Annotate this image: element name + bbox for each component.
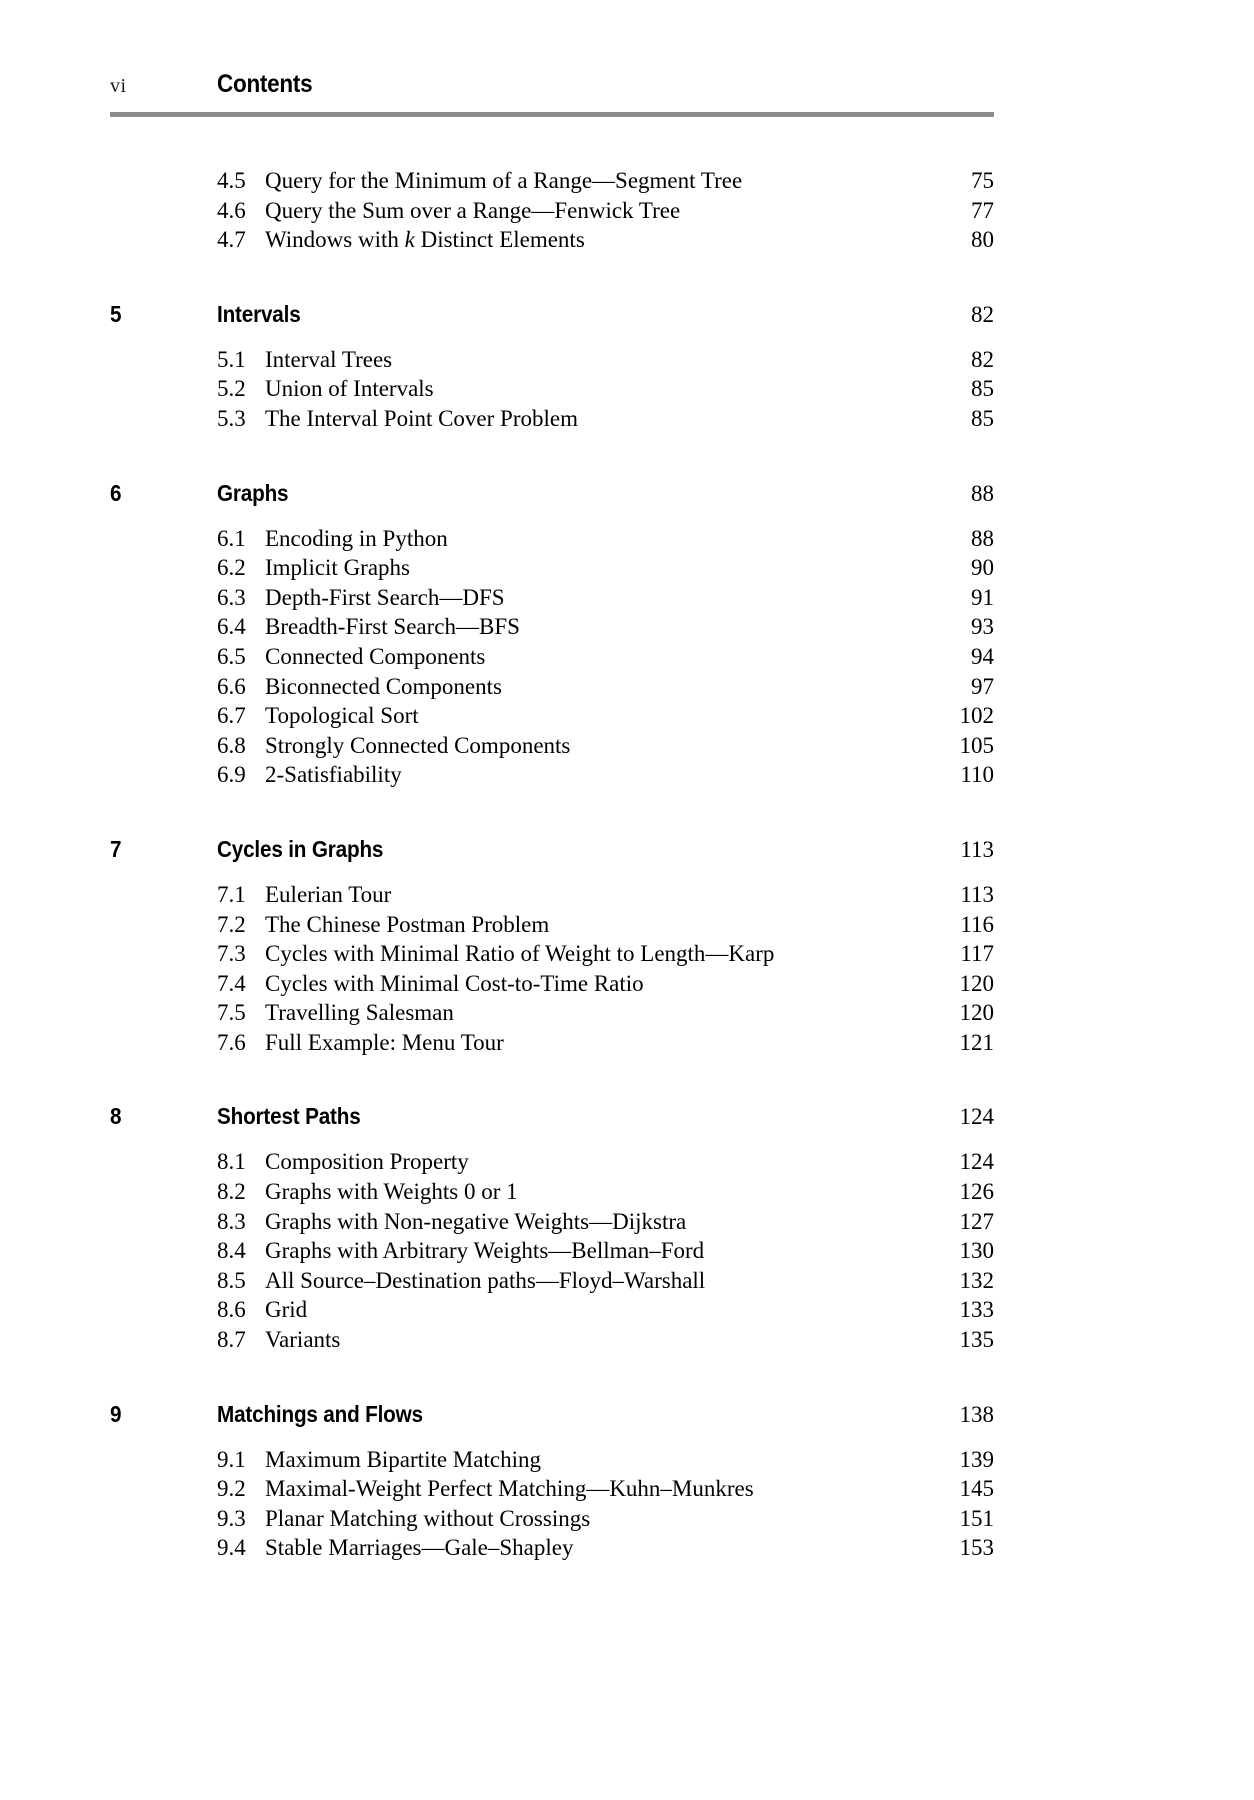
toc-entry[interactable] <box>0 1238 1254 1268</box>
toc-entry[interactable] <box>0 1297 1254 1327</box>
chapter-page-number: 88 <box>971 480 994 506</box>
toc-entry[interactable] <box>0 1149 1254 1179</box>
section-number: 7.3 <box>217 941 246 967</box>
section-number: 9.4 <box>217 1535 246 1561</box>
section-number: 6.2 <box>217 555 246 581</box>
section-title: Maximal-Weight Perfect Matching—Kuhn–Munkres <box>265 1476 754 1502</box>
section-page-number: 127 <box>959 1208 994 1234</box>
chapter-group <box>0 1103 1254 1356</box>
section-number: 5.2 <box>217 376 246 402</box>
section-page-number: 124 <box>959 1149 994 1175</box>
section-title: Cycles with Minimal Ratio of Weight to Length—Karp <box>265 941 775 967</box>
section-page-number: 151 <box>959 1505 994 1531</box>
section-number: 6.3 <box>217 584 246 610</box>
section-number: 8.1 <box>217 1149 246 1175</box>
section-title: The Interval Point Cover Problem <box>265 405 578 431</box>
chapter-title: Intervals <box>217 300 301 327</box>
toc-entry[interactable] <box>0 198 1254 228</box>
section-number: 8.7 <box>217 1327 246 1353</box>
section-page-number: 102 <box>959 703 994 729</box>
section-page-number: 121 <box>959 1029 994 1055</box>
toc-entry[interactable] <box>0 1000 1254 1030</box>
section-title: Full Example: Menu Tour <box>265 1029 504 1055</box>
section-number: 7.2 <box>217 911 246 937</box>
section-page-number: 117 <box>960 941 994 967</box>
section-title: Depth-First Search—DFS <box>265 584 505 610</box>
section-page-number: 135 <box>959 1327 994 1353</box>
chapter-title: Graphs <box>217 479 289 506</box>
section-page-number: 130 <box>959 1238 994 1264</box>
chapter-number: 6 <box>110 479 122 506</box>
section-number: 8.5 <box>217 1267 246 1293</box>
chapter-number: 7 <box>110 835 122 862</box>
section-page-number: 126 <box>959 1179 994 1205</box>
toc-entry[interactable] <box>0 971 1254 1001</box>
section-page-number: 132 <box>959 1267 994 1293</box>
section-title: Grid <box>265 1297 308 1323</box>
section-title: Graphs with Arbitrary Weights—Bellman–Ford <box>265 1238 705 1264</box>
section-title: The Chinese Postman Problem <box>265 911 550 937</box>
toc-entry[interactable] <box>0 585 1254 615</box>
chapter-group <box>0 168 1254 257</box>
chapter-title: Matchings and Flows <box>217 1400 423 1427</box>
section-title: Encoding in Python <box>265 525 448 551</box>
section-title: Interval Trees <box>265 346 393 372</box>
section-number: 7.4 <box>217 970 246 996</box>
section-number: 8.3 <box>217 1208 246 1234</box>
section-number: 6.5 <box>217 643 246 669</box>
toc-entry[interactable] <box>0 555 1254 585</box>
section-title: Connected Components <box>265 643 486 669</box>
toc-entry[interactable] <box>0 1209 1254 1239</box>
chapter-heading-row[interactable] <box>0 1401 1254 1441</box>
toc-entry[interactable] <box>0 1327 1254 1357</box>
toc-entry[interactable] <box>0 644 1254 674</box>
section-page-number: 88 <box>971 525 994 551</box>
toc-entry[interactable] <box>0 347 1254 377</box>
section-number: 6.1 <box>217 525 246 551</box>
section-title: Query for the Minimum of a Range—Segment Tree <box>265 168 743 193</box>
chapter-number: 8 <box>110 1103 122 1130</box>
page-folio: vi <box>110 75 127 97</box>
chapter-title: Cycles in Graphs <box>217 835 384 862</box>
table-of-contents <box>0 168 1254 1565</box>
section-title: Composition Property <box>265 1149 469 1175</box>
chapter-number: 5 <box>110 300 122 327</box>
chapter-number: 9 <box>110 1400 122 1427</box>
section-number: 7.1 <box>217 881 246 907</box>
section-title: Windows with k Distinct Elements <box>265 227 585 253</box>
section-page-number: 120 <box>959 1000 994 1026</box>
toc-entry[interactable] <box>0 227 1254 257</box>
toc-entry[interactable] <box>0 614 1254 644</box>
toc-entry[interactable] <box>0 526 1254 556</box>
section-page-number: 82 <box>971 346 994 372</box>
section-title: Graphs with Weights 0 or 1 <box>265 1179 518 1205</box>
toc-entry[interactable] <box>0 376 1254 406</box>
section-number: 8.4 <box>217 1238 246 1264</box>
toc-entry[interactable] <box>0 168 1254 198</box>
section-page-number: 110 <box>960 762 994 788</box>
section-page-number: 80 <box>971 227 994 253</box>
toc-entry[interactable] <box>0 882 1254 912</box>
toc-entry[interactable] <box>0 406 1254 436</box>
chapter-group <box>0 836 1254 1060</box>
section-number: 4.5 <box>217 168 246 193</box>
section-number: 7.6 <box>217 1029 246 1055</box>
section-number: 5.1 <box>217 346 246 372</box>
chapter-heading-row[interactable] <box>0 480 1254 520</box>
section-number: 6.6 <box>217 673 246 699</box>
section-title: Maximum Bipartite Matching <box>265 1446 541 1472</box>
section-number: 6.7 <box>217 703 246 729</box>
section-page-number: 75 <box>971 168 994 193</box>
toc-entry[interactable] <box>0 1535 1254 1565</box>
toc-entry[interactable] <box>0 912 1254 942</box>
section-number: 8.6 <box>217 1297 246 1323</box>
header-rule <box>110 112 994 117</box>
section-title: Variants <box>265 1327 341 1353</box>
section-number: 7.5 <box>217 1000 246 1026</box>
chapter-heading-row[interactable] <box>0 836 1254 876</box>
section-number: 4.6 <box>217 197 246 223</box>
section-page-number: 93 <box>971 614 994 640</box>
section-title: Graphs with Non-negative Weights—Dijkstra <box>265 1208 687 1234</box>
section-page-number: 116 <box>960 911 994 937</box>
section-title: 2-Satisfiability <box>265 762 402 788</box>
section-number: 9.3 <box>217 1505 246 1531</box>
chapter-page-number: 82 <box>971 301 994 327</box>
section-page-number: 77 <box>971 197 994 223</box>
section-title: Strongly Connected Components <box>265 732 571 758</box>
section-title: Travelling Salesman <box>265 1000 454 1026</box>
section-title: Eulerian Tour <box>265 881 392 907</box>
section-title: Union of Intervals <box>265 376 434 402</box>
section-page-number: 94 <box>971 643 994 669</box>
section-page-number: 120 <box>959 970 994 996</box>
chapter-heading-row[interactable] <box>0 1103 1254 1143</box>
section-page-number: 133 <box>959 1297 994 1323</box>
section-page-number: 113 <box>960 881 994 907</box>
toc-entry[interactable] <box>0 1476 1254 1506</box>
chapter-heading-row[interactable] <box>0 301 1254 341</box>
section-title: Topological Sort <box>265 703 419 729</box>
section-title: Implicit Graphs <box>265 555 410 581</box>
chapter-page-number: 124 <box>959 1104 994 1130</box>
chapter-group <box>0 301 1254 436</box>
section-number: 5.3 <box>217 405 246 431</box>
section-page-number: 139 <box>959 1446 994 1472</box>
section-title: Query the Sum over a Range—Fenwick Tree <box>265 197 681 223</box>
section-title: Biconnected Components <box>265 673 502 699</box>
toc-entry[interactable] <box>0 674 1254 704</box>
toc-entry[interactable] <box>0 1447 1254 1477</box>
section-number: 6.4 <box>217 614 246 640</box>
chapter-page-number: 113 <box>960 836 994 862</box>
section-page-number: 145 <box>959 1476 994 1502</box>
section-number: 9.2 <box>217 1476 246 1502</box>
section-number: 8.2 <box>217 1179 246 1205</box>
section-title: Stable Marriages—Gale–Shapley <box>265 1535 574 1561</box>
section-title: Cycles with Minimal Cost-to-Time Ratio <box>265 970 644 996</box>
chapter-group <box>0 1401 1254 1565</box>
toc-entry[interactable] <box>0 1179 1254 1209</box>
toc-entry[interactable] <box>0 703 1254 733</box>
toc-entry[interactable] <box>0 762 1254 792</box>
section-title: Breadth-First Search—BFS <box>265 614 520 640</box>
section-page-number: 97 <box>971 673 994 699</box>
section-number: 6.9 <box>217 762 246 788</box>
page-title: Contents <box>217 70 313 98</box>
chapter-title: Shortest Paths <box>217 1103 361 1130</box>
toc-entry[interactable] <box>0 1030 1254 1060</box>
section-page-number: 105 <box>959 732 994 758</box>
section-page-number: 153 <box>959 1535 994 1561</box>
chapter-group <box>0 480 1254 792</box>
section-page-number: 85 <box>971 376 994 402</box>
section-number: 6.8 <box>217 732 246 758</box>
section-title: Planar Matching without Crossings <box>265 1505 591 1531</box>
section-page-number: 85 <box>971 405 994 431</box>
toc-entry[interactable] <box>0 1268 1254 1298</box>
section-title: All Source–Destination paths—Floyd–Warshall <box>265 1267 706 1293</box>
chapter-page-number: 138 <box>959 1401 994 1427</box>
section-page-number: 90 <box>971 555 994 581</box>
toc-entry[interactable] <box>0 941 1254 971</box>
toc-entry[interactable] <box>0 733 1254 763</box>
toc-entry[interactable] <box>0 1506 1254 1536</box>
section-page-number: 91 <box>971 584 994 610</box>
section-number: 9.1 <box>217 1446 246 1472</box>
section-number: 4.7 <box>217 227 246 253</box>
running-head <box>0 70 1254 114</box>
